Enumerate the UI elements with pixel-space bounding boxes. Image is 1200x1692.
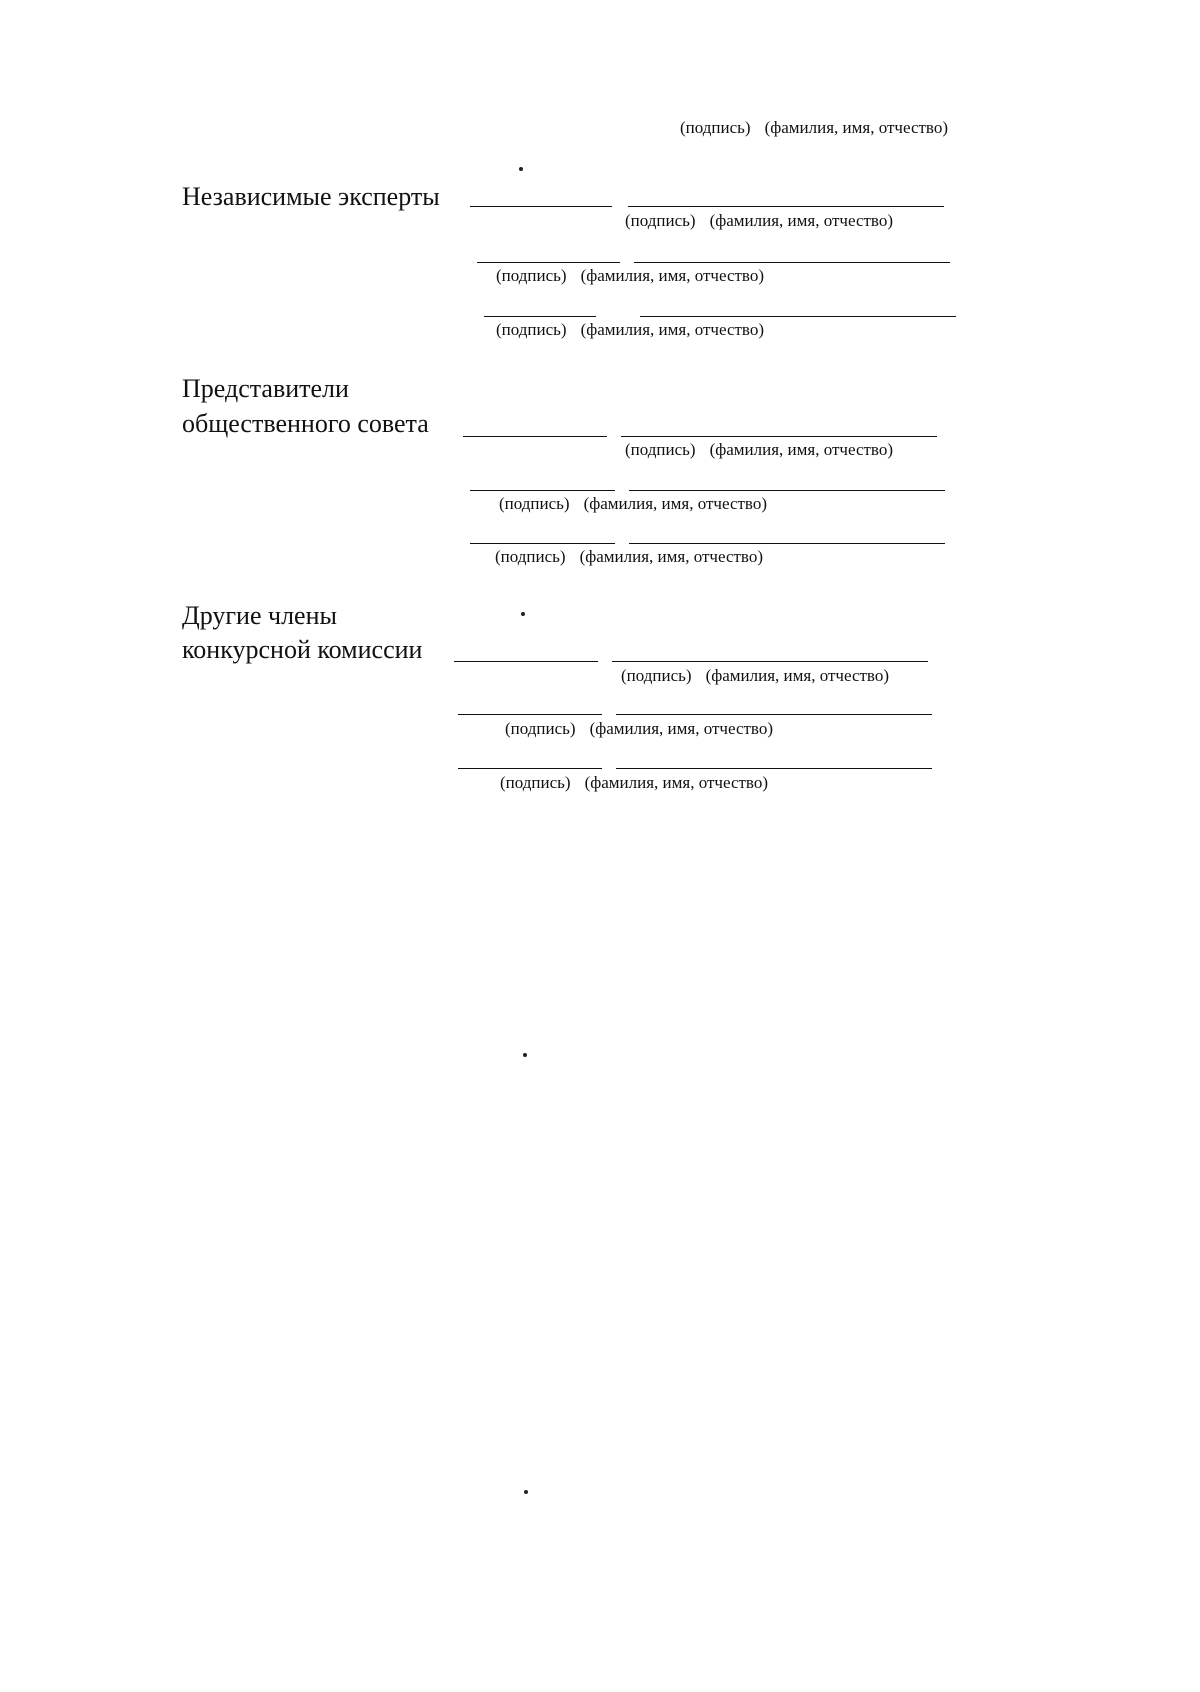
fullname-line (616, 768, 932, 769)
fullname-caption: (фамилия, имя, отчество) (580, 266, 765, 285)
signature-caption-row (500, 773, 768, 793)
independent-experts-label: Независимые эксперты (182, 182, 440, 211)
signature-caption-row (625, 440, 893, 460)
signature-caption: (подпись) (500, 773, 571, 792)
signature-caption-row (621, 666, 889, 686)
signature-caption-row (499, 494, 767, 514)
fullname-line (616, 714, 932, 715)
signature-caption-row (625, 211, 893, 231)
fullname-caption: (фамилия, имя, отчество) (764, 118, 949, 137)
signature-line (470, 543, 615, 544)
scan-speck (524, 1490, 528, 1494)
signature-caption: (подпись) (496, 266, 567, 285)
signature-caption-row (495, 547, 763, 567)
signature-caption: (подпись) (625, 440, 696, 459)
fullname-caption: (фамилия, имя, отчество) (705, 666, 890, 685)
signature-line (458, 768, 602, 769)
council-representatives-label-line2: общественного совета (182, 409, 429, 438)
signature-caption: (подпись) (625, 211, 696, 230)
other-members-label-line2: конкурсной комиссии (182, 635, 423, 664)
fullname-caption: (фамилия, имя, отчество) (583, 494, 768, 513)
fullname-line (629, 543, 945, 544)
signature-caption-row (496, 320, 764, 340)
fullname-caption: (фамилия, имя, отчество) (584, 773, 769, 792)
signature-caption-row (496, 266, 764, 286)
scan-speck (519, 167, 523, 171)
signature-caption: (подпись) (621, 666, 692, 685)
signature-line (470, 206, 612, 207)
fullname-line (634, 262, 950, 263)
signature-caption: (подпись) (680, 118, 751, 137)
fullname-line (621, 436, 937, 437)
fullname-caption: (фамилия, имя, отчество) (589, 719, 774, 738)
fullname-caption: (фамилия, имя, отчество) (579, 547, 764, 566)
fullname-caption: (фамилия, имя, отчество) (580, 320, 765, 339)
signature-caption: (подпись) (496, 320, 567, 339)
fullname-line (629, 490, 945, 491)
fullname-line (628, 206, 944, 207)
signature-line (484, 316, 596, 317)
signature-caption: (подпись) (495, 547, 566, 566)
council-representatives-label-line1: Представители (182, 374, 349, 403)
fullname-caption: (фамилия, имя, отчество) (709, 211, 894, 230)
scan-speck (523, 1053, 527, 1057)
fullname-line (612, 661, 928, 662)
fullname-line (640, 316, 956, 317)
signature-line (477, 262, 620, 263)
signature-line (463, 436, 607, 437)
fullname-caption: (фамилия, имя, отчество) (709, 440, 894, 459)
top-signature-caption (680, 118, 948, 138)
signature-line (470, 490, 615, 491)
signature-line (458, 714, 602, 715)
signature-line (454, 661, 598, 662)
signature-caption-row (505, 719, 773, 739)
signature-caption: (подпись) (499, 494, 570, 513)
other-members-label-line1: Другие члены (182, 601, 337, 630)
scan-speck (521, 612, 525, 616)
signature-caption: (подпись) (505, 719, 576, 738)
